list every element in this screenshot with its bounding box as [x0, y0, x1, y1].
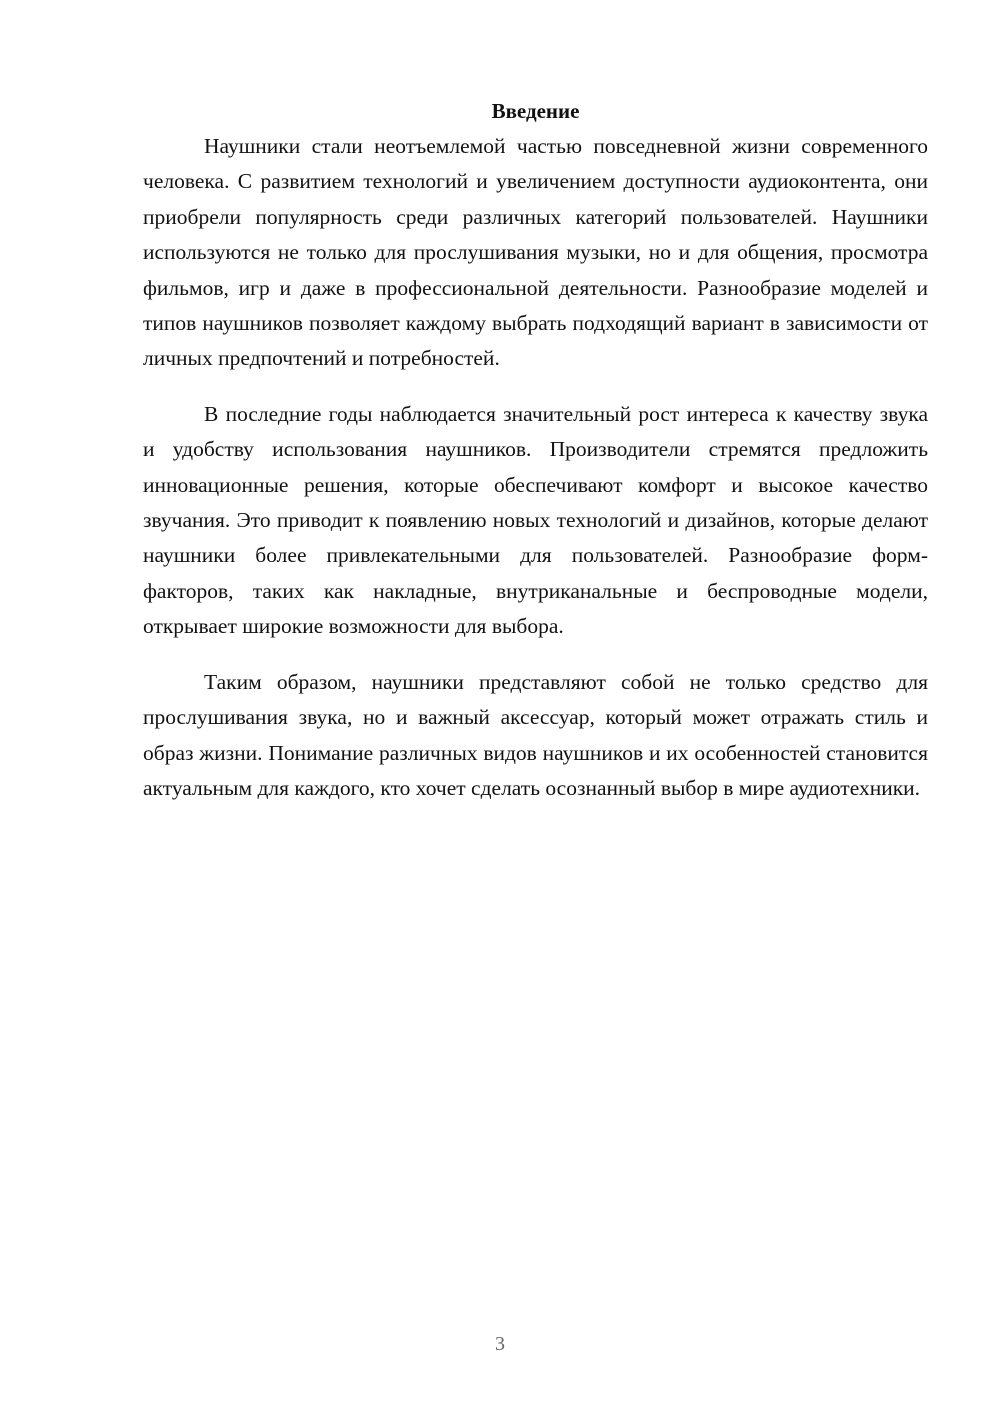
page-number: 3	[495, 1333, 505, 1355]
paragraph-2: В последние годы наблюдается значительный рост интереса к качеству звука и удобству использования наушников. Производители стремятся предложить инновационные решения, которые обеспечивают комфорт и высокое качество звучания. Это приводит к появлению новых технологий и дизайнов, которые делают наушники более привлекательными для пользователей. Разнообразие форм-факторов, таких как накладные, внутриканальные и беспроводные модели, открывает широкие возможности для выбора.	[143, 401, 928, 639]
paragraph-1: Наушники стали неотъемлемой частью повседневной жизни современного человека. С развитием технологий и увеличением доступности аудиоконтента, они приобрели популярность среди различных категорий пользователей. Наушники используются не только для прослушивания музыки, но и для общения, просмотра фильмов, игр и даже в профессиональной деятельности. Разнообразие моделей и типов наушников позволяет каждому выбрать подходящий вариант в зависимости от личных предпочтений и потребностей.	[143, 134, 928, 371]
section-title: Введение	[491, 99, 580, 123]
paragraph-3: Таким образом, наушники представляют собой не только средство для прослушивания звука, но и важный аксессуар, который может отражать стиль и образ жизни. Понимание различных видов наушников и их особенностей становится актуальным для каждого, кто хочет сделать осознанный выбор в мире аудиотехники.	[143, 669, 928, 800]
page-content	[143, 96, 928, 826]
